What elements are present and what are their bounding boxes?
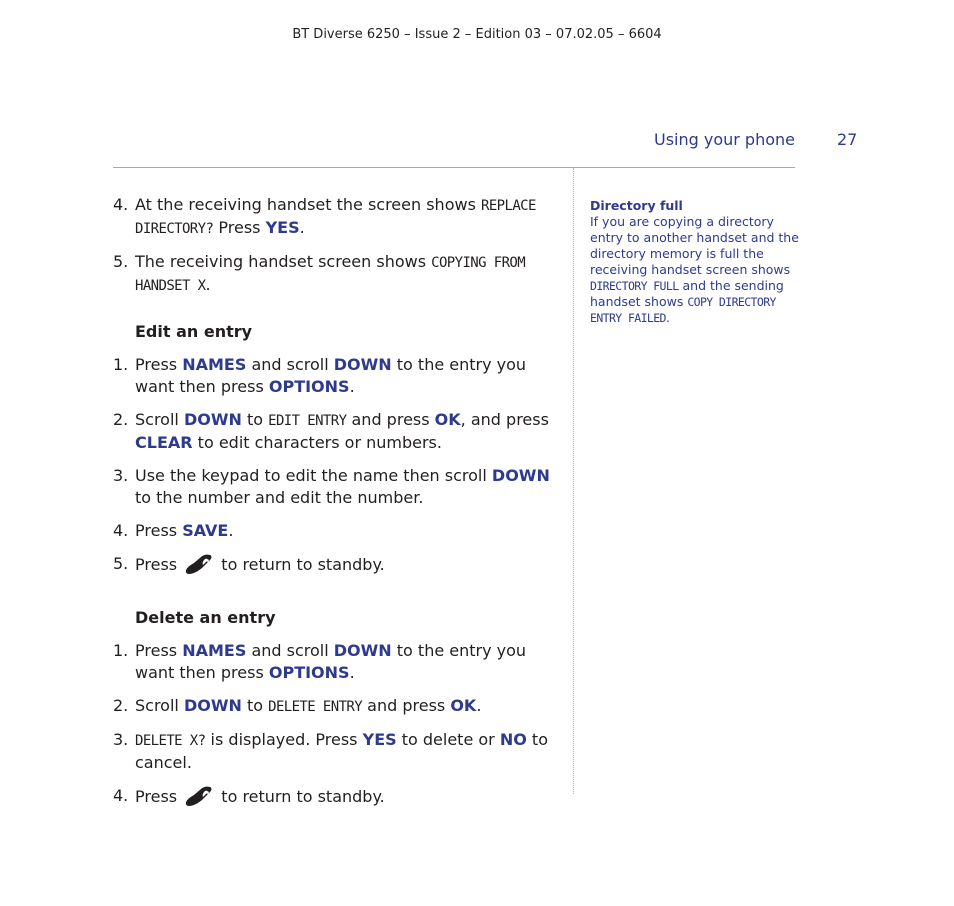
- page-number: 27: [837, 130, 858, 149]
- key-label: DOWN: [491, 466, 550, 485]
- key-label: CLEAR: [135, 433, 193, 452]
- section-title: Using your phone: [653, 130, 795, 149]
- key-label: DOWN: [333, 355, 392, 374]
- key-label: OPTIONS: [268, 663, 350, 682]
- lcd-text: EDIT ENTRY: [268, 413, 347, 429]
- key-label: NAMES: [182, 641, 247, 660]
- list-item: 3. DELETE X? is displayed. Press YES to delete or NO to cancel.: [113, 730, 548, 772]
- lcd-text: DIRECTORY FULL: [590, 279, 679, 293]
- delete-heading: Delete an entry: [135, 608, 276, 627]
- list-item: 1. Press NAMES and scroll DOWN to the entry you want then press OPTIONS.: [113, 641, 527, 682]
- list-item: 2. Scroll DOWN to DELETE ENTRY and press OK.: [113, 696, 482, 715]
- column-divider: [573, 168, 574, 794]
- key-label: NAMES: [182, 355, 247, 374]
- list-item: 4. Press to return to standby.: [113, 786, 385, 806]
- lcd-text: DELETE ENTRY: [268, 699, 363, 715]
- edit-heading: Edit an entry: [135, 322, 253, 341]
- key-label: DOWN: [183, 696, 242, 715]
- key-label: OK: [434, 410, 461, 429]
- sidebar-title: Directory full: [590, 198, 683, 213]
- sidebar-note: [590, 198, 800, 326]
- key-label: SAVE: [182, 521, 229, 540]
- list-item: 5. The receiving handset screen shows COPYING FROM HANDSET X.: [113, 252, 526, 294]
- lcd-text: COPYING FROM HANDSET X: [135, 255, 526, 294]
- list-item: 5. Press to return to standby.: [113, 554, 385, 574]
- key-label: NO: [499, 730, 527, 749]
- key-label: OPTIONS: [268, 377, 350, 396]
- list-item: 4. Press SAVE.: [113, 521, 234, 540]
- key-label: DOWN: [333, 641, 392, 660]
- sidebar-body: If you are copying a directory entry to another handset and the directory memory is full the receiving handset screen shows DIRECTORY FULL and the sending handset shows COPY DIRECTORY ENTRY FAILED.: [590, 214, 799, 325]
- phone-end-icon: [184, 785, 214, 807]
- key-label: OK: [450, 696, 477, 715]
- phone-end-icon: [184, 553, 214, 575]
- lcd-text: DELETE X?: [135, 733, 206, 749]
- key-label: YES: [265, 218, 300, 237]
- key-label: DOWN: [183, 410, 242, 429]
- list-item: 2. Scroll DOWN to EDIT ENTRY and press OK, and press CLEAR to edit characters or numbers.: [113, 410, 549, 452]
- list-item: 4. At the receiving handset the screen shows REPLACE DIRECTORY? Press YES.: [113, 195, 536, 237]
- list-item: 3. Use the keypad to edit the name then scroll DOWN to the number and edit the number.: [113, 466, 550, 507]
- lcd-text: REPLACE DIRECTORY?: [135, 198, 536, 237]
- lcd-text: COPY DIRECTORY ENTRY FAILED: [590, 295, 776, 325]
- doc-reference: BT Diverse 6250 – Issue 2 – Edition 03 – 07.02.05 – 6604: [292, 27, 662, 42]
- main-column: [113, 194, 553, 819]
- key-label: YES: [362, 730, 397, 749]
- list-item: 1. Press NAMES and scroll DOWN to the entry you want then press OPTIONS.: [113, 355, 527, 396]
- header-rule: [113, 167, 795, 168]
